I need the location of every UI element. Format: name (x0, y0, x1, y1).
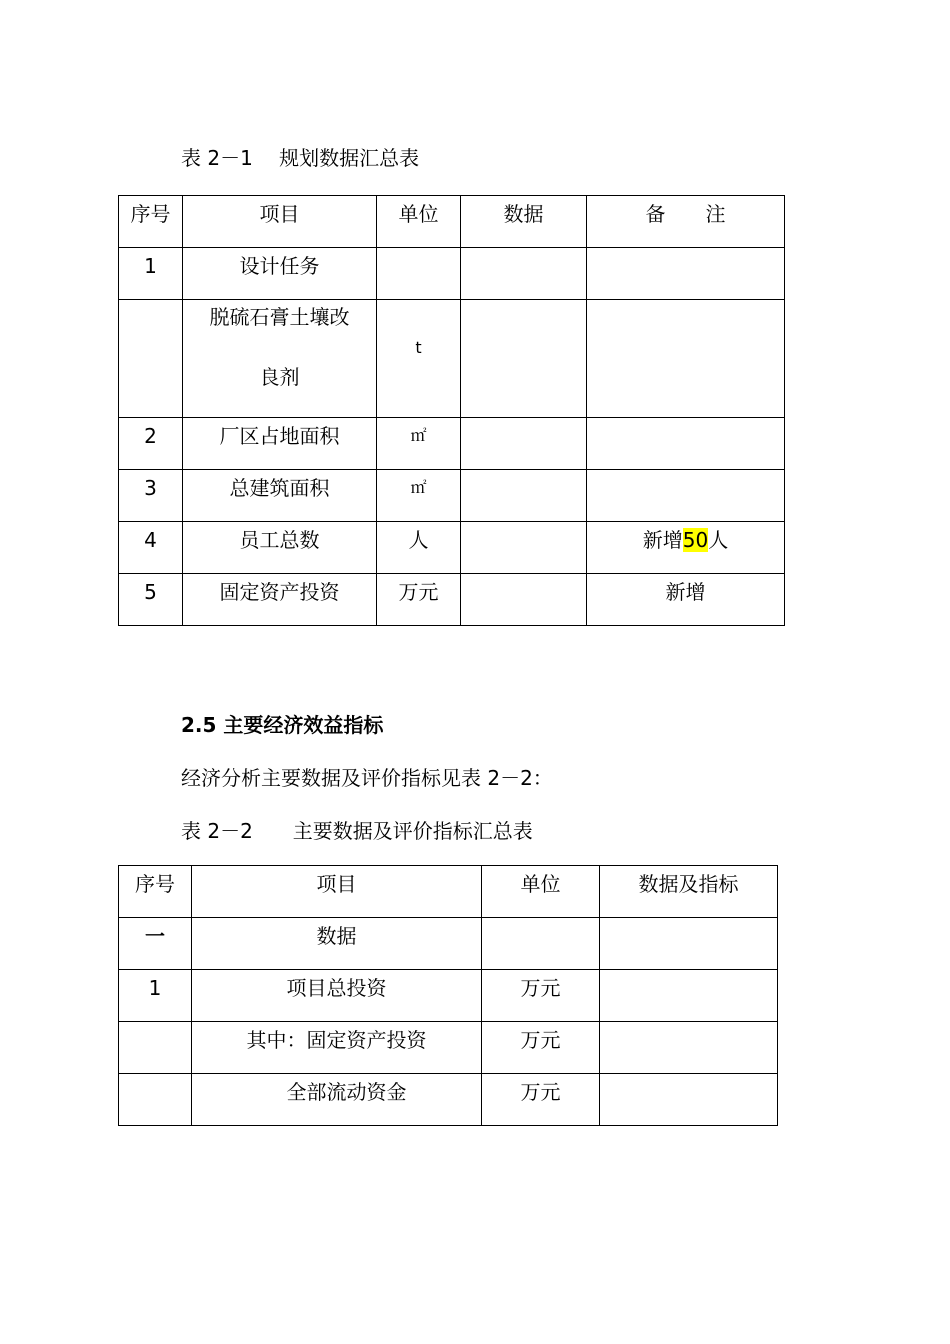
table-row (119, 918, 778, 970)
table-row (119, 522, 785, 574)
cell-note (587, 470, 785, 522)
cell-unit-text: t (415, 338, 422, 357)
cell-unit (377, 248, 461, 300)
cell-item: 员工总数 (183, 522, 377, 574)
header-unit: 单位 (377, 196, 461, 248)
table-row (119, 470, 785, 522)
table-row (119, 300, 785, 418)
cell-item: 数据 (192, 918, 482, 970)
cell-data (461, 248, 587, 300)
cell-unit: 万元 (482, 1022, 600, 1074)
cell-item: 总建筑面积 (183, 470, 377, 522)
header-item: 项目 (192, 866, 482, 918)
cell-no: 1 (119, 970, 192, 1022)
cell-no: 一 (119, 918, 192, 970)
table-row (119, 248, 785, 300)
table-row (119, 418, 785, 470)
cell-note: 新增 (587, 574, 785, 626)
cell-unit: ㎡ (377, 470, 461, 522)
cell-no (119, 300, 183, 418)
cell-item: 固定资产投资 (183, 574, 377, 626)
cell-note (587, 522, 785, 574)
section-heading: 2.5 主要经济效益指标 (181, 713, 384, 737)
cell-unit: ㎡ (377, 418, 461, 470)
header-value: 数据及指标 (600, 866, 778, 918)
note-suffix: 人 (708, 528, 729, 552)
cell-data (461, 300, 587, 418)
header-note: 备 注 (587, 196, 785, 248)
header-unit: 单位 (482, 866, 600, 918)
cell-no: 4 (119, 522, 183, 574)
cell-data (461, 522, 587, 574)
section-paragraph: 经济分析主要数据及评价指标见表 2－2： (181, 766, 553, 790)
note-highlight-number: 50 (682, 528, 709, 552)
cell-unit: 万元 (482, 970, 600, 1022)
cell-note (587, 418, 785, 470)
cell-no: 5 (119, 574, 183, 626)
cell-unit: 万元 (482, 1074, 600, 1126)
cell-item-line1: 脱硫石膏土壤改 (209, 305, 350, 329)
cell-no (119, 1074, 192, 1126)
cell-no: 2 (119, 418, 183, 470)
header-item: 项目 (183, 196, 377, 248)
cell-no: 3 (119, 470, 183, 522)
table2-caption: 表 2－2 主要数据及评价指标汇总表 (181, 819, 533, 843)
cell-note (587, 300, 785, 418)
table-header-row (119, 866, 778, 918)
cell-note (587, 248, 785, 300)
cell-item: 其中：固定资产投资 (192, 1022, 482, 1074)
cell-data (461, 574, 587, 626)
cell-item: 设计任务 (183, 248, 377, 300)
cell-item: 项目总投资 (192, 970, 482, 1022)
cell-value (600, 1022, 778, 1074)
cell-no (119, 1022, 192, 1074)
header-no: 序号 (119, 866, 192, 918)
cell-value (600, 1074, 778, 1126)
planning-data-table (118, 195, 785, 626)
cell-item: 全部流动资金 (192, 1074, 482, 1126)
note-prefix: 新增 (642, 528, 683, 552)
cell-value (600, 918, 778, 970)
cell-unit (377, 300, 461, 418)
cell-unit: 万元 (377, 574, 461, 626)
cell-data (461, 470, 587, 522)
economic-indicators-table (118, 865, 778, 1126)
cell-no: 1 (119, 248, 183, 300)
header-no: 序号 (119, 196, 183, 248)
table-header-row (119, 196, 785, 248)
cell-item: 厂区占地面积 (183, 418, 377, 470)
cell-data (461, 418, 587, 470)
table-row (119, 970, 778, 1022)
cell-unit: 人 (377, 522, 461, 574)
cell-item (183, 300, 377, 418)
table1-caption: 表 2－1 规划数据汇总表 (181, 146, 420, 170)
cell-item-line2: 良剂 (259, 365, 300, 389)
cell-value (600, 970, 778, 1022)
table-row (119, 574, 785, 626)
header-data: 数据 (461, 196, 587, 248)
table-row (119, 1074, 778, 1126)
table-row (119, 1022, 778, 1074)
cell-unit (482, 918, 600, 970)
